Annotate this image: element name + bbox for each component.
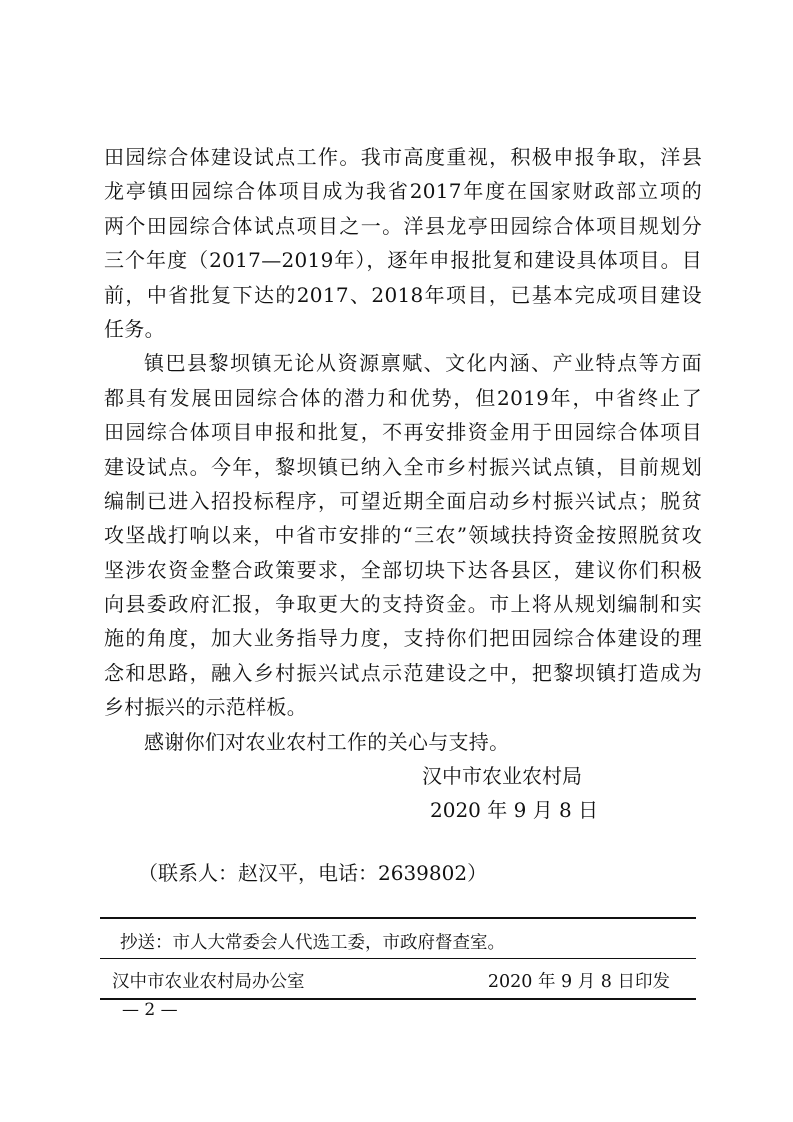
body-line: 向县委政府汇报，争取更大的支持资金。市上将从规划编制和实 bbox=[104, 592, 702, 617]
issue-date: 2020 年 9 月 8 日印发 bbox=[487, 972, 670, 992]
signature-organization: 汉中市农业农村局 bbox=[422, 764, 582, 788]
footer-middle-rule bbox=[100, 958, 696, 959]
body-line: 三个年度（2017—2019年），逐年申报批复和建设具体项目。目 bbox=[104, 248, 702, 273]
body-line: 镇巴县黎坝镇无论从资源禀赋、文化内涵、产业特点等方面 bbox=[144, 351, 702, 376]
body-line: 编制已进入招投标程序，可望近期全面启动乡村振兴试点；脱贫 bbox=[104, 488, 702, 513]
signature-date: 2020 年 9 月 8 日 bbox=[430, 798, 599, 822]
cc-line: 抄送：市人大常委会人代选工委，市政府督查室。 bbox=[120, 933, 505, 953]
document-body bbox=[104, 140, 702, 759]
body-line: 坚涉农资金整合政策要求，全部切块下达各县区，建议你们积极 bbox=[104, 557, 702, 582]
body-line: 田园综合体项目申报和批复，不再安排资金用于田园综合体项目 bbox=[104, 420, 702, 445]
body-line: 施的角度，加大业务指导力度，支持你们把田园综合体建设的理 bbox=[104, 626, 702, 651]
body-line: 龙亭镇田园综合体项目成为我省2017年度在国家财政部立项的 bbox=[104, 179, 702, 204]
body-line: 攻坚战打响以来，中省市安排的“三农”领域扶持资金按照脱贫攻 bbox=[104, 523, 702, 548]
body-line: 念和思路，融入乡村振兴试点示范建设之中，把黎坝镇打造成为 bbox=[104, 660, 702, 685]
body-line: 乡村振兴的示范样板。 bbox=[104, 695, 307, 720]
body-line: 建设试点。今年，黎坝镇已纳入全市乡村振兴试点镇，目前规划 bbox=[104, 454, 702, 479]
body-line: 两个田园综合体试点项目之一。洋县龙亭田园综合体项目规划分 bbox=[104, 213, 702, 238]
page-number: — 2 — bbox=[122, 1000, 178, 1020]
issuing-office: 汉中市农业农村局办公室 bbox=[112, 972, 305, 992]
body-line: 任务。 bbox=[104, 316, 165, 341]
footer-bottom-rule bbox=[100, 998, 696, 1000]
body-line: 都具有发展田园综合体的潜力和优势，但2019年，中省终止了 bbox=[104, 385, 702, 410]
body-line: 田园综合体建设试点工作。我市高度重视，积极申报争取，洋县 bbox=[104, 145, 702, 169]
body-line: 前，中省批复下达的2017、2018年项目，已基本完成项目建设 bbox=[104, 282, 702, 307]
footer-top-rule bbox=[100, 917, 696, 919]
contact-info: （联系人：赵汉平，电话：2639802） bbox=[138, 861, 488, 885]
closing-line: 感谢你们对农业农村工作的关心与支持。 bbox=[144, 729, 510, 754]
